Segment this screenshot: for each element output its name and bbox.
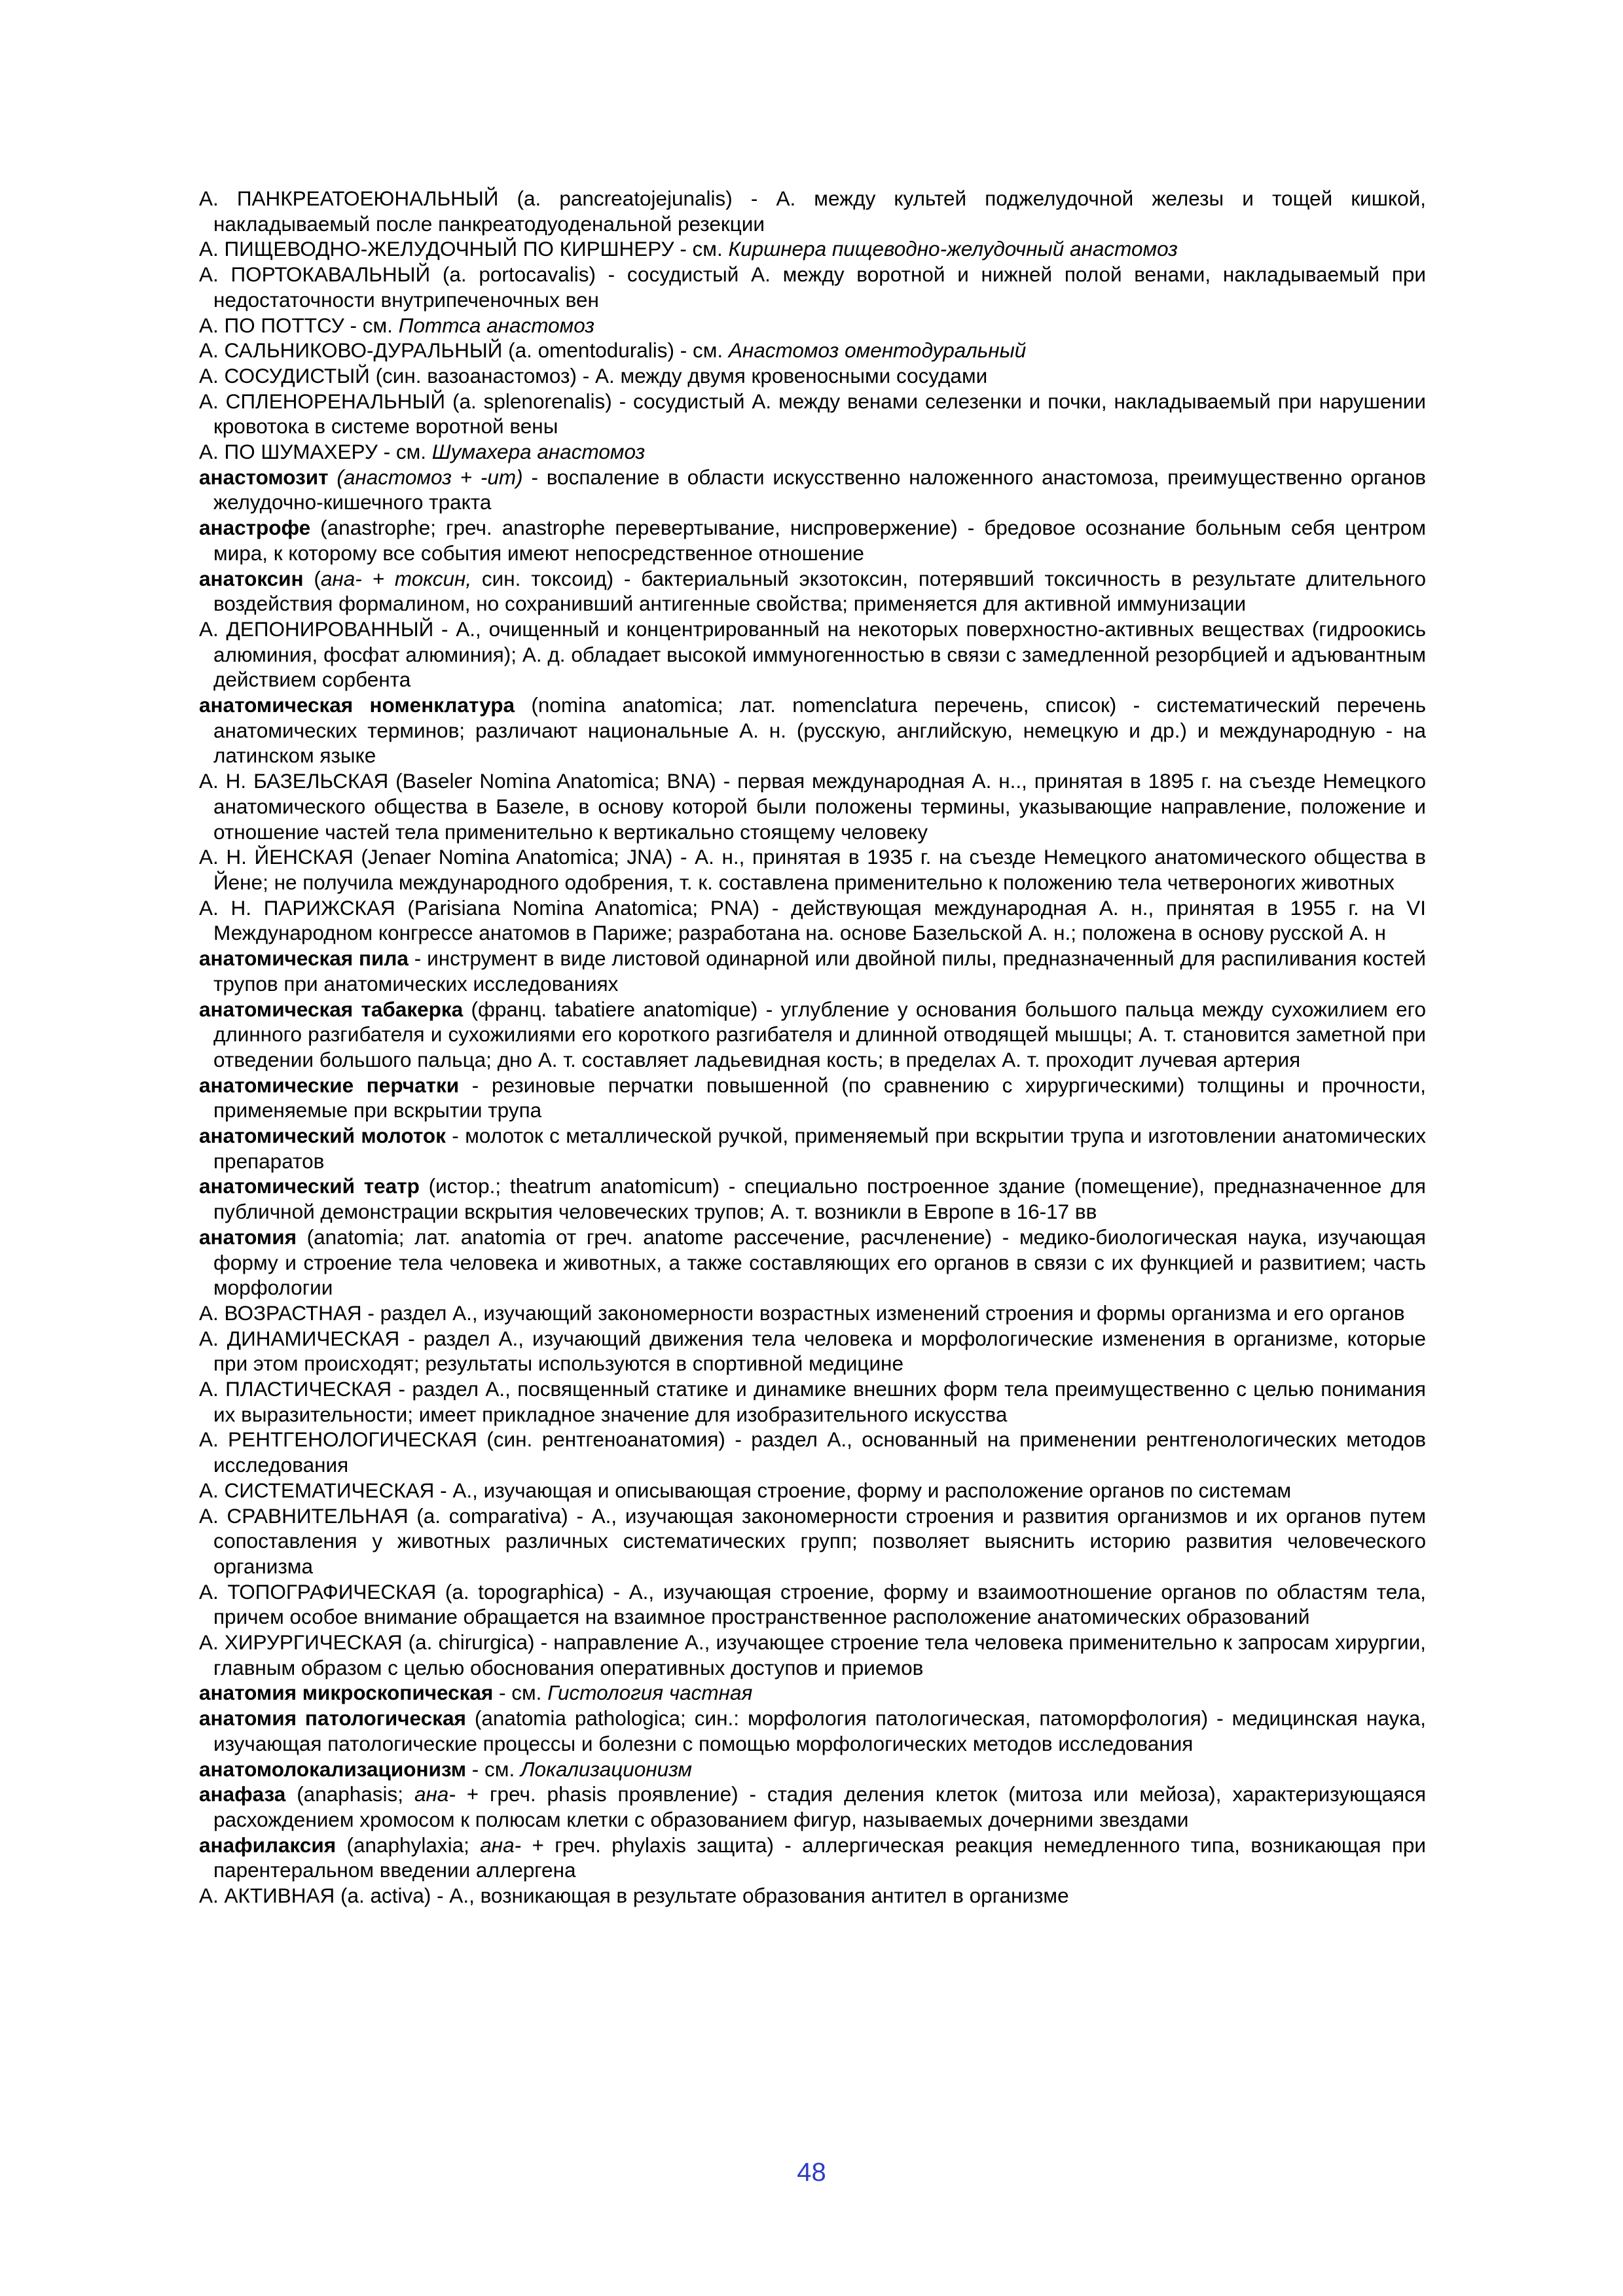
entry-text: А. ПОРТОКАВАЛЬНЫЙ (a. portocavalis) - сосудистый А. между воротной и нижней полой венами, накладываемый при недостаточности внутрипеченочных вен xyxy=(199,262,1426,312)
entry-headword: анатомическая номенклатура xyxy=(199,693,515,717)
dictionary-entry xyxy=(199,338,1426,363)
dictionary-entry xyxy=(199,1174,1426,1224)
entry-text: - воспаление в области искусственно наложенного анастомоза, преимущественно органов желудочно-кишечного тракта xyxy=(213,465,1426,514)
entry-text: (anatomia pathologica; син.: морфология патологическая, патоморфология) - медицинская наука, изучающая патологические процессы и болезни с помощью морфологических методов исследования xyxy=(213,1706,1426,1755)
entry-reference: (анастомоз + -ит) xyxy=(337,465,523,489)
entry-text: (истор.; theatrum anatomicum) - специально построенное здание (помещение), предназначенное для публичной демонстрации вскрытия человеческих трупов; А. т. возникли в Европе в 16-17 вв xyxy=(213,1174,1426,1224)
entry-text: А. СИСТЕМАТИЧЕСКАЯ - А., изучающая и описывающая строение, форму и расположение органов по системам xyxy=(199,1478,1292,1502)
dictionary-entry xyxy=(199,1503,1426,1579)
dictionary-entry xyxy=(199,997,1426,1073)
dictionary-entry xyxy=(199,768,1426,844)
entry-text: А. ДЕПОНИРОВАННЫЙ - А., очищенный и концентрированный на некоторых поверхностно-активных веществах (гидроокись алюминия, фосфат алюминия); А. д. обладает высокой иммуногенностью в связи с замедленной резорбцией и адъювантным действием сорбента xyxy=(199,617,1426,692)
entry-text: А. СОСУДИСТЫЙ (син. вазоанастомоз) - А. между двумя кровеносными сосудами xyxy=(199,363,988,387)
dictionary-entry xyxy=(199,515,1426,565)
dictionary-entry xyxy=(199,389,1426,439)
entry-text: А. ПО ПОТТСУ - см. xyxy=(199,313,399,337)
entry-text: А. Н. ПАРИЖСКАЯ (Parisiana Nomina Anatomica; PNA) - действующая международная А. н., принятая в 1955 г. на VI Международном конгрессе анатомов в Париже; разработана на. основе Базельской А. н.; положена в основу русской А. н xyxy=(199,895,1426,945)
entry-text: - резиновые перчатки повышенной (по сравнению с хирургическими) толщины и прочности, применяемые при вскрытии трупа xyxy=(213,1073,1426,1122)
entry-reference: Киршнера пищеводно-желудочный анастомоз xyxy=(728,237,1178,261)
dictionary-entry xyxy=(199,1579,1426,1630)
entry-text: (anaphasis; xyxy=(285,1782,414,1806)
entry-reference: Шумахера анастомоз xyxy=(431,440,646,464)
dictionary-entry xyxy=(199,1300,1426,1326)
dictionary-entry xyxy=(199,692,1426,768)
entry-headword: анатомическая пила xyxy=(199,946,409,971)
entry-reference: Поттса анастомоз xyxy=(398,313,595,337)
entry-text: А. ПИЩЕВОДНО-ЖЕЛУДОЧНЫЙ ПО КИРШНЕРУ - см. xyxy=(199,237,729,261)
dictionary-entry xyxy=(199,1376,1426,1427)
entry-headword: анафилаксия xyxy=(199,1833,337,1857)
dictionary-entry xyxy=(199,1680,1426,1706)
entry-headword: анатомический театр xyxy=(199,1174,420,1198)
entry-text: + греч. phylaxis защита) - аллергическая реакция немедленного типа, возникающая при парентеральном введении аллергена xyxy=(213,1833,1426,1882)
entry-text: - инструмент в виде листовой одинарной или двойной пилы, предназначенный для распиливания костей трупов при анатомических исследованиях xyxy=(213,946,1426,996)
entry-text: (франц. tabatiere anatomique) - углубление у основания большого пальца между сухожилием его длинного разгибателя и сухожилиями его короткого разгибателя и длинной отводящей мышцы; А. т. становится заметной при отведении большого пальца; дно А. т. составляет ладьевидная кость; в пределах А. т. проходит лучевая артерия xyxy=(213,997,1426,1071)
entry-text: (anaphylaxia; xyxy=(336,1833,481,1857)
dictionary-entry xyxy=(199,313,1426,338)
entry-text: А. ПАНКРЕАТОЕЮНАЛЬНЫЙ (a. pancreatojejunalis) - А. между культей поджелудочной железы и тощей кишкой, накладываемый после панкреатодуоденальной резекции xyxy=(199,187,1426,236)
dictionary-entry xyxy=(199,1326,1426,1376)
entry-headword: анатомические перчатки xyxy=(199,1073,460,1097)
entry-text: А. СПЛЕНОРЕНАЛЬНЫЙ (a. splenorenalis) - сосудистый А. между венами селезенки и почки, накладываемый при нарушении кровотока в системе воротной вены xyxy=(199,389,1426,439)
dictionary-entry xyxy=(199,1225,1426,1300)
dictionary-entry xyxy=(199,439,1426,465)
dictionary-entry xyxy=(199,1706,1426,1756)
dictionary-entry xyxy=(199,236,1426,262)
entry-headword: анатомический молоток xyxy=(199,1124,446,1148)
dictionary-entry xyxy=(199,465,1426,515)
entry-headword: анастрофе xyxy=(199,516,311,540)
entry-text: - молоток с металлической ручкой, применяемый при вскрытии трупа и изготовлении анатомических препаратов xyxy=(213,1124,1426,1173)
dictionary-entry xyxy=(199,1073,1426,1123)
entry-text: А. Н. ЙЕНСКАЯ (Jenaer Nomina Anatomica; JNA) - А. н., принятая в 1935 г. на съезде Немецкого анатомического общества в Йене; не получила международного одобрения, т. к. составлена применительно к положению тела четвероногих животных xyxy=(199,845,1426,894)
entry-text: - см. xyxy=(493,1681,548,1705)
entry-text: А. РЕНТГЕНОЛОГИЧЕСКАЯ (син. рентгеноанатомия) - раздел А., основанный на применении рентгенологических методов исследования xyxy=(199,1427,1426,1477)
entry-reference: Гистология частная xyxy=(547,1681,753,1705)
entry-headword: анатомия микроскопическая xyxy=(199,1681,494,1705)
entry-text: + греч. phasis проявление) - стадия деления клеток (митоза или мейоза), характеризующаяся расхождением хромосом к полюсам клетки с образованием фигур, называемых дочерними звездами xyxy=(213,1782,1426,1831)
entry-text: А. СРАВНИТЕЛЬНАЯ (a. comparativa) - А., изучающая закономерности строения и развития организмов и их органов путем сопоставления у животных различных систематических групп; позволяет выяснить историю развития человеческого организма xyxy=(199,1503,1426,1578)
dictionary-entry xyxy=(199,1123,1426,1174)
entry-headword: анастомозит xyxy=(199,465,329,489)
entry-text: А. Н. БАЗЕЛЬСКАЯ (Baseler Nomina Anatomica; BNA) - первая международная А. н.., принятая в 1895 г. на съезде Немецкого анатомического общества в Базеле, в основу которой были положены термины, указывающие направление, положение и отношение частей тела применительно к вертикально стоящему человеку xyxy=(199,769,1426,844)
entry-reference: ана- xyxy=(480,1833,522,1857)
dictionary-page-body xyxy=(199,186,1426,1909)
page-number: 48 xyxy=(797,2158,826,2187)
entry-text: А. АКТИВНАЯ (a. activa) - А., возникающая в результате образования антител в организме xyxy=(199,1884,1069,1908)
entry-reference: ана- xyxy=(414,1782,456,1806)
entry-text xyxy=(329,465,337,489)
dictionary-entry xyxy=(199,566,1426,617)
entry-reference: Анастомоз оментодуральный xyxy=(728,338,1027,363)
dictionary-entry xyxy=(199,1883,1426,1909)
dictionary-entry xyxy=(199,1782,1426,1832)
entry-text: - см. xyxy=(466,1757,520,1781)
dictionary-entry xyxy=(199,1427,1426,1477)
entry-text: А. ПО ШУМАХЕРУ - см. xyxy=(199,440,432,464)
entry-headword: анафаза xyxy=(199,1782,286,1806)
dictionary-entry xyxy=(199,262,1426,312)
dictionary-entry xyxy=(199,946,1426,996)
dictionary-entry xyxy=(199,617,1426,692)
entry-text: А. ВОЗРАСТНАЯ - раздел А., изучающий закономерности возрастных изменений строения и формы организма и его органов xyxy=(199,1300,1405,1325)
entry-text: ( xyxy=(303,566,321,590)
entry-text: А. ТОПОГРАФИЧЕСКАЯ (a. topographica) - А., изучающая строение, форму и взаимоотношение органов по областям тела, причем особое внимание обращается на взаимное пространственное расположение анатомических образований xyxy=(199,1579,1426,1629)
entry-headword: анатоксин xyxy=(199,566,304,590)
dictionary-entry xyxy=(199,1833,1426,1883)
entry-text: А. ПЛАСТИЧЕСКАЯ - раздел А., посвященный статике и динамике внешних форм тела преимущественно с целью понимания их выразительности; имеет прикладное значение для изобразительного искусства xyxy=(199,1377,1426,1426)
dictionary-entry xyxy=(199,363,1426,389)
dictionary-entry xyxy=(199,844,1426,895)
entry-text: А. САЛЬНИКОВО-ДУРАЛЬНЫЙ (a. omentoduralis) - см. xyxy=(199,338,729,363)
entry-headword: анатомическая табакерка xyxy=(199,997,464,1021)
entry-reference: Локализационизм xyxy=(520,1757,692,1781)
entry-text: син. токсоид) - бактериальный экзотоксин, потерявший токсичность в результате длительного воздействия формалином, но сохранивший антигенные свойства; применяется для активной иммунизации xyxy=(213,566,1427,616)
entry-text: (nomina anatomica; лат. nomenclatura перечень, список) - систематический перечень анатомических терминов; различают национальные А. н. (русскую, английскую, немецкую и др.) и международную - на латинском языке xyxy=(213,693,1426,768)
entry-text: (anatomia; лат. anatomia от греч. anatome рассечение, расчленение) - медико-биологическая наука, изучающая форму и строение тела человека и животных, а также составляющих его органов в связи с их функцией и развитием; часть морфологии xyxy=(213,1225,1426,1300)
entry-text: А. ДИНАМИЧЕСКАЯ - раздел А., изучающий движения тела человека и морфологические изменения в организме, которые при этом происходят; результаты используются в спортивной медицине xyxy=(199,1326,1426,1376)
dictionary-entry xyxy=(199,1757,1426,1782)
dictionary-entry xyxy=(199,1478,1426,1503)
entry-headword: анатомолокализационизм xyxy=(199,1757,467,1781)
entry-text: (anastrophe; греч. anastrophe перевертывание, ниспровержение) - бредовое осознание больным себя центром мира, к которому все события имеют непосредственное отношение xyxy=(213,516,1426,565)
dictionary-entry xyxy=(199,186,1426,236)
entry-text: А. ХИРУРГИЧЕСКАЯ (a. chirurgica) - направление А., изучающее строение тела человека применительно к запросам хирургии, главным образом с целью обоснования оперативных доступов и приемов xyxy=(199,1630,1426,1679)
dictionary-entry xyxy=(199,895,1426,946)
entry-headword: анатомия xyxy=(199,1225,297,1249)
entry-headword: анатомия патологическая xyxy=(199,1706,466,1731)
entry-reference: ана- + токсин, xyxy=(320,566,472,590)
dictionary-entry xyxy=(199,1630,1426,1680)
